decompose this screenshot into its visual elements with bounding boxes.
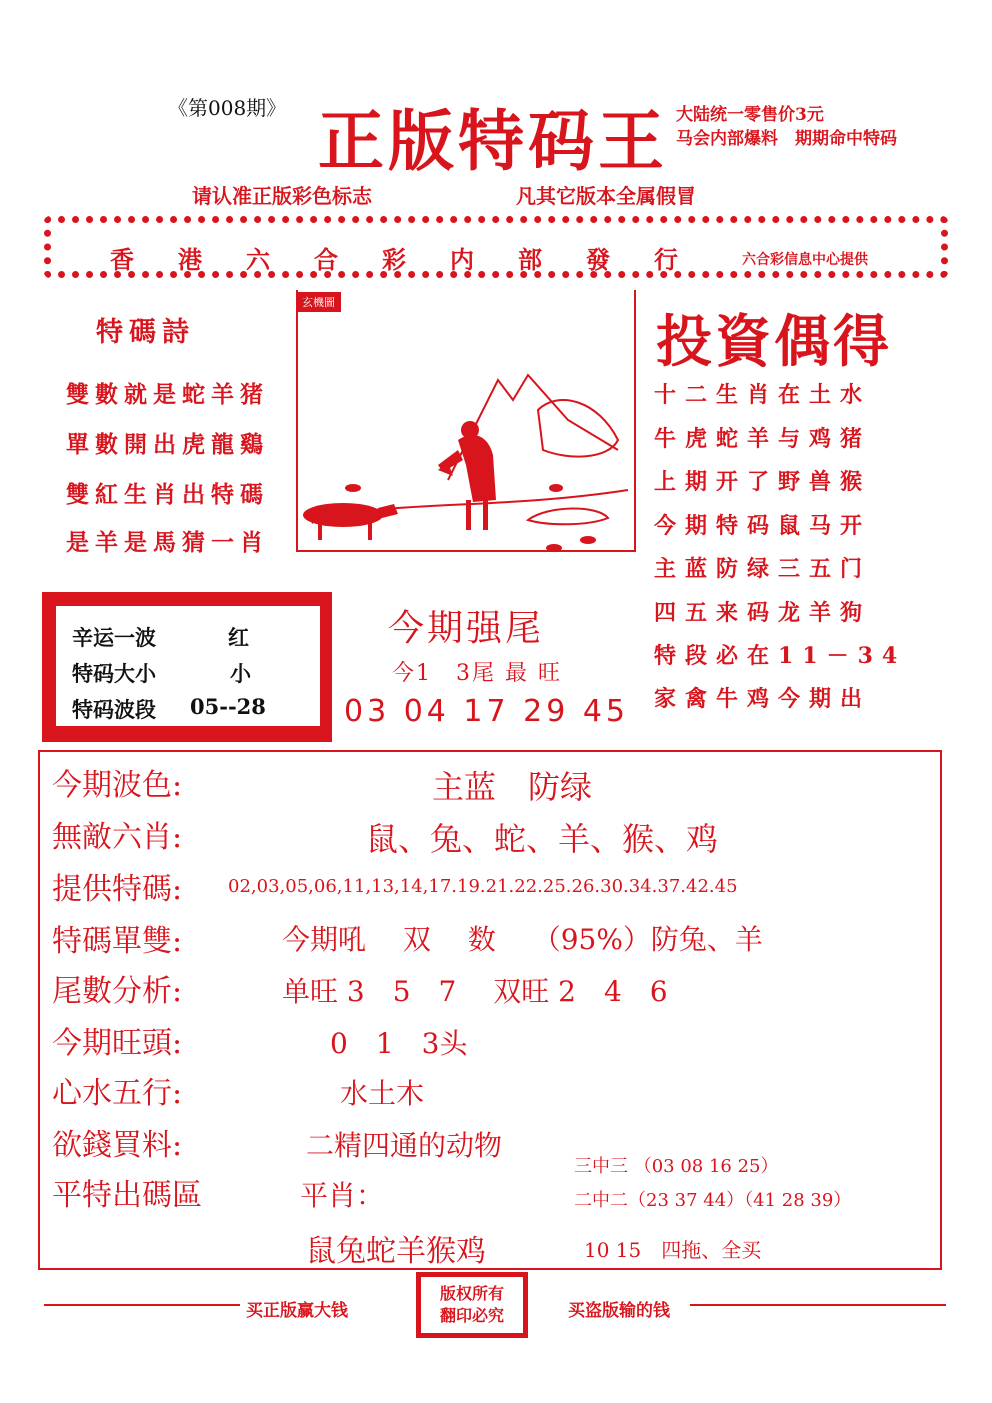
authentic-note: 请认准正版彩色标志 [192, 184, 372, 208]
pingxiao-zodiacs: 鼠兔蛇羊猴鸡 [306, 1234, 486, 1269]
size-value: 小 [230, 661, 251, 686]
slogan-note: 马会内部爆料 期期命中特码 [676, 129, 897, 149]
banner-text: 香港六合彩内部發行 [110, 245, 722, 274]
row-value: 单旺 3 5 7 双旺 2 4 6 [282, 975, 668, 1008]
lucky-wave-value: 红 [228, 625, 249, 650]
row-value: 0 1 3头 [330, 1027, 468, 1060]
invest-line: 特段必在11－34 [654, 643, 907, 669]
row-label: 提供特碼: [52, 872, 183, 907]
poem-line: 單數開出虎龍鷄 [66, 431, 269, 458]
footer-rule-left [44, 1304, 240, 1306]
row-label: 今期波色: [52, 768, 183, 803]
row-label: 心水五行: [52, 1076, 183, 1111]
row-label: 無敵六肖: [52, 820, 183, 855]
tail-subtitle: 今1 3尾 最 旺 [392, 661, 562, 686]
lucky-wave-label: 辛运一波 [72, 625, 156, 650]
poem-line: 雙紅生肖出特碼 [66, 481, 269, 508]
invest-line: 牛虎蛇羊与鸡猪 [654, 426, 872, 452]
invest-line: 十二生肖在土水 [654, 382, 872, 408]
price-note: 大陆统一零售价3元 [676, 105, 824, 125]
invest-title: 投資偶得 [656, 310, 892, 375]
three-hit-line: 三中三 （03 08 16 25） [574, 1156, 779, 1177]
row-value: 02,03,05,06,11,13,14,17.19.21.22.25.26.30.34.37.42.45 [228, 876, 738, 897]
stamp-line: 翻印必究 [439, 1306, 504, 1325]
tail-numbers: 03 04 17 29 45 [344, 694, 630, 729]
row-value: 今期吼 双 数 （95%）防兔、羊 [282, 923, 763, 956]
riddle-picture [296, 290, 636, 552]
invest-line: 今期特码鼠马开 [654, 513, 872, 539]
drag-line: 10 15 四拖、全买 [584, 1238, 762, 1262]
tail-title: 今期强尾 [388, 608, 545, 649]
copyright-stamp [416, 1272, 528, 1338]
stamp-line: 版权所有 [439, 1284, 504, 1303]
poem-line: 是羊是馬猜一肖 [66, 529, 269, 556]
row-value: 鼠、兔、蛇、羊、猴、鸡 [366, 820, 719, 858]
invest-line: 主蓝防绿三五门 [654, 556, 872, 582]
row-value: 水土木 [340, 1077, 425, 1110]
row-label: 尾數分析: [52, 974, 183, 1009]
range-value: 05--28 [190, 694, 266, 719]
poem-title: 特碼詩 [96, 317, 195, 348]
invest-line: 上期开了野兽猴 [654, 469, 872, 495]
size-label: 特码大小 [72, 661, 156, 686]
range-label: 特码波段 [72, 697, 156, 722]
issue-number: 《第008期》 [168, 96, 287, 120]
hunter-dog-illustration [298, 290, 634, 550]
footer-rule-right [690, 1304, 946, 1306]
footer-right-text: 买盗版输的钱 [568, 1301, 670, 1321]
row-value: 平肖： [300, 1179, 385, 1212]
two-hit-line: 二中二（23 37 44）（41 28 39） [574, 1190, 852, 1211]
footer-left-text: 买正版赢大钱 [246, 1301, 348, 1321]
row-value: 二精四通的动物 [306, 1129, 503, 1162]
row-value: 主蓝 防绿 [432, 768, 593, 806]
counterfeit-note: 凡其它版本全属假冒 [516, 184, 696, 208]
row-label: 今期旺頭: [52, 1026, 183, 1061]
invest-line: 家禽牛鸡今期出 [654, 686, 872, 712]
row-label: 平特出碼區 [52, 1178, 202, 1213]
row-label: 欲錢買料: [52, 1128, 183, 1163]
row-label: 特碼單雙: [52, 924, 183, 959]
picture-tag: 玄機圖 [296, 292, 341, 312]
page-title: 正版特码王 [318, 103, 668, 180]
banner-credit: 六合彩信息中心提供 [742, 252, 868, 268]
poem-line: 雙數就是蛇羊猪 [66, 381, 269, 408]
invest-line: 四五来码龙羊狗 [654, 600, 872, 626]
